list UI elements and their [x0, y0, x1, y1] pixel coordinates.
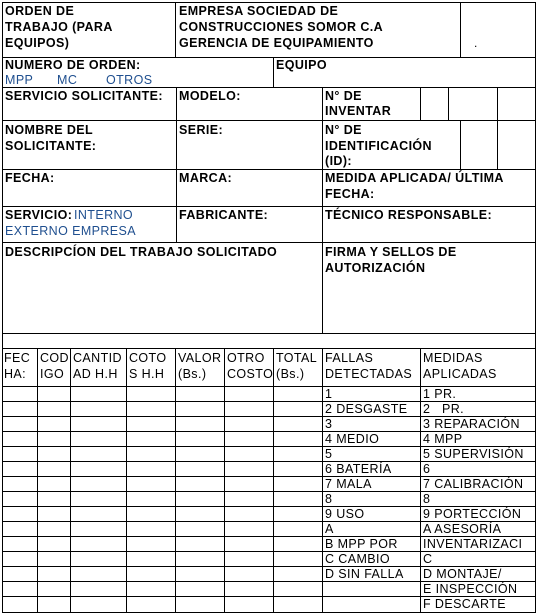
col-header-otro-1: OTRO [227, 351, 265, 365]
tecnico-label: TÉCNICO RESPONSABLE: [325, 208, 493, 222]
col-header-cantidad-2: AD H.H [73, 367, 118, 381]
falla-item: 7 MALA [325, 477, 372, 491]
col-header-fallas-1: FALLAS [325, 351, 374, 365]
firma-label-line-2: AUTORIZACIÓN [325, 261, 426, 275]
company-line-2: CONSTRUCCIONES SOMOR C.A [179, 20, 384, 34]
order-option-mc[interactable]: MC [57, 73, 78, 87]
medida-label-line-1: MEDIDA APLICADA/ ÚLTIMA [325, 171, 504, 185]
medida-item: C [423, 552, 433, 566]
identificacion-label-line-3: (ID): [325, 154, 352, 168]
medida-item: 9 PORTECCIÓN [423, 507, 522, 521]
order-number-label: NUMERO DE ORDEN: [5, 58, 141, 72]
falla-item: 6 BATERÍA [325, 462, 392, 476]
col-header-medidas-1: MEDIDAS [423, 351, 483, 365]
order-option-otros[interactable]: OTROS [106, 73, 153, 87]
col-header-codigo-1: COD [40, 351, 69, 365]
falla-item: B MPP POR [325, 537, 398, 551]
falla-item: A [325, 522, 334, 536]
col-header-fallas-2: DETECTADAS [325, 367, 413, 381]
nombre-label-line-2: SOLICITANTE: [5, 139, 97, 153]
firma-label-line-1: FIRMA Y SELLOS DE [325, 245, 457, 259]
medida-item: 5 SUPERVISIÓN [423, 447, 524, 461]
medida-item: 4 MPP [423, 432, 463, 446]
falla-item: 2 DESGASTE [325, 402, 408, 416]
col-header-costo-2: S H.H [129, 367, 165, 381]
falla-item: 3 [325, 417, 333, 431]
form-title-line-2: TRABAJO (PARA [5, 20, 113, 34]
medida-label-line-2: FECHA: [325, 187, 375, 201]
marca-label: MARCA: [179, 171, 233, 185]
inventar-label-line-1: N° DE [325, 89, 362, 103]
medida-item: A ASESORÍA [423, 522, 502, 536]
identificacion-label-line-2: IDENTIFICACIÓN [325, 139, 432, 153]
col-header-valor-2: (Bs.) [178, 367, 207, 381]
medida-item: 8 [423, 492, 431, 506]
medida-item: F DESCARTE [423, 597, 506, 611]
inventar-label-line-2: INVENTAR [325, 104, 392, 118]
falla-item: C CAMBIO [325, 552, 391, 566]
col-header-cantidad-1: CANTID [73, 351, 122, 365]
medida-item: INVENTARIZACI [423, 537, 523, 551]
col-header-otro-2: COSTO [227, 367, 274, 381]
col-header-fecha-2: HA: [4, 367, 27, 381]
falla-item: 8 [325, 492, 333, 506]
equipo-label: EQUIPO [276, 58, 328, 72]
col-header-medidas-2: APLICADAS [423, 367, 497, 381]
header-dot: . [474, 36, 478, 50]
fabricante-label: FABRICANTE: [179, 208, 269, 222]
identificacion-label-line-1: N° DE [325, 123, 362, 137]
servicio-option-externo[interactable]: EXTERNO EMPRESA [5, 224, 137, 238]
descripcion-label: DESCRIPCÍON DEL TRABAJO SOLICITADO [5, 245, 278, 259]
falla-item: 9 USO [325, 507, 365, 521]
falla-item: 5 [325, 447, 333, 461]
servicio-label: SERVICIO: [5, 208, 73, 222]
modelo-label: MODELO: [179, 89, 241, 103]
fecha-label: FECHA: [5, 171, 55, 185]
medida-item: D MONTAJE/ [423, 567, 502, 581]
form-title-line-3: EQUIPOS) [5, 36, 70, 50]
company-line-1: EMPRESA SOCIEDAD DE [179, 4, 339, 18]
order-option-mpp[interactable]: MPP [5, 73, 34, 87]
col-header-fecha-1: FEC [4, 351, 31, 365]
falla-item: 1 [325, 387, 333, 401]
col-header-valor-1: VALOR [178, 351, 222, 365]
medida-item: 2 PR. [423, 402, 465, 416]
col-header-costo-1: COTO [129, 351, 167, 365]
col-header-codigo-2: IGO [40, 367, 65, 381]
form-title-line-1: ORDEN DE [5, 4, 75, 18]
servicio-solicitante-label: SERVICIO SOLICITANTE: [5, 89, 163, 103]
medida-item: 7 CALIBRACIÓN [423, 477, 524, 491]
medida-item: E INSPECCIÓN [423, 582, 518, 596]
col-header-total-2: (Bs.) [276, 367, 305, 381]
nombre-label-line-1: NOMBRE DEL [5, 123, 94, 137]
servicio-option-interno[interactable]: INTERNO [74, 208, 134, 222]
medida-item: 6 [423, 462, 431, 476]
medida-item: 3 REPARACIÓN [423, 417, 520, 431]
serie-label: SERIE: [179, 123, 224, 137]
falla-item: 4 MEDIO [325, 432, 380, 446]
company-line-3: GERENCIA DE EQUIPAMIENTO [179, 36, 374, 50]
col-header-total-1: TOTAL [276, 351, 318, 365]
falla-item: D SIN FALLA [325, 567, 404, 581]
medida-item: 1 PR. [423, 387, 457, 401]
